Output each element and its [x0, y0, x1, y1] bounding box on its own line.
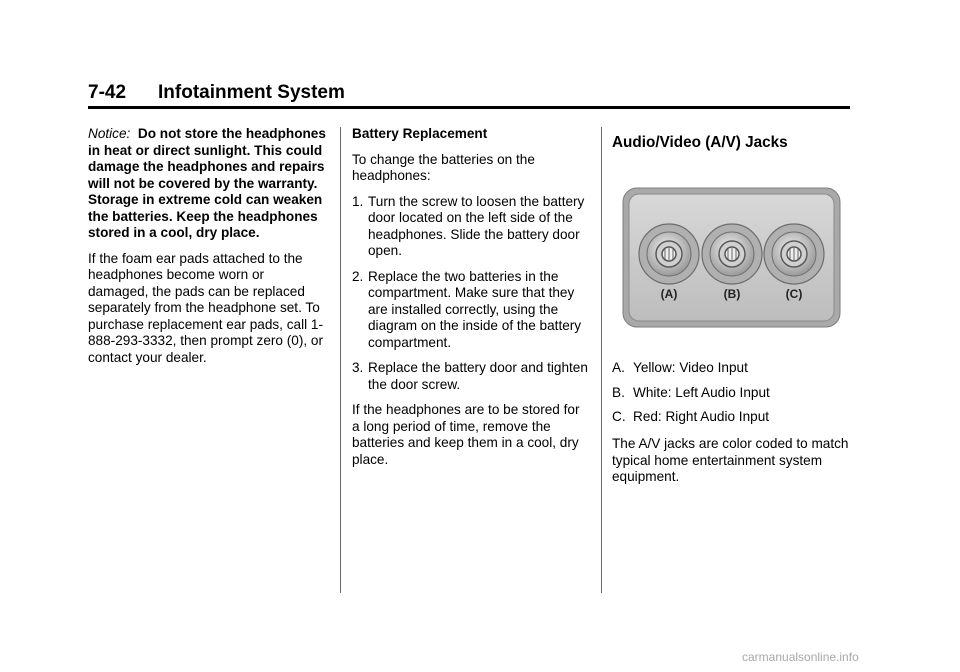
storage-paragraph: If the headphones are to be stored for a long period of time, remove the batteries and keep them in a cool, dry place.: [352, 402, 580, 467]
jack-label-a: (A): [660, 287, 678, 301]
legend-letter: A.: [612, 360, 625, 375]
jack-label-b: (B): [723, 287, 741, 301]
notice-label: Notice:: [88, 126, 131, 141]
watermark: carmanualsonline.info: [742, 650, 859, 664]
color-coded-paragraph: The A/V jacks are color coded to match typical home entertainment system equipment.: [612, 436, 849, 484]
page-header: [88, 80, 850, 109]
list-item: [352, 360, 588, 393]
jack-b: [702, 224, 762, 284]
column-battery: [352, 126, 588, 477]
legend-text: Yellow: Video Input: [633, 360, 748, 375]
legend-text: White: Left Audio Input: [633, 384, 770, 400]
jack-c: [764, 224, 824, 284]
column-notice: [88, 126, 328, 375]
battery-steps: [352, 194, 588, 394]
battery-heading: Battery Replacement: [352, 126, 488, 141]
page-number: 7-42: [88, 82, 127, 103]
section-title: Infotainment System: [158, 82, 345, 103]
column-av-jacks: [612, 126, 852, 484]
step-text: Replace the battery door and tighten the door screw.: [368, 360, 588, 392]
legend-letter: B.: [612, 384, 625, 400]
legend-letter: C.: [612, 409, 626, 424]
list-item: [352, 194, 588, 260]
list-item: [352, 269, 588, 352]
ear-pads-paragraph: If the foam ear pads attached to the headphones become worn or damaged, the pads can be replaced separately from the headphone set. To purchase replacement ear pads, call 1-888-293-3332, then prompt zero (0), or contact your dealer.: [88, 250, 324, 365]
legend-text: Red: Right Audio Input: [633, 409, 770, 424]
step-number: 2.: [352, 268, 364, 284]
step-text: Replace the two batteries in the compartment. Make sure that they are installed correctly, using the diagram on the inside of the battery compartment.: [368, 268, 582, 350]
battery-intro: To change the batteries on the headphones:: [352, 151, 535, 183]
notice-text: Do not store the headphones in heat or direct sunlight. This could damage the headphones and repairs will not be covered by the warranty. Storage in extreme cold can weaken the batteries. Keep the headphones stored in a cool, dry place.: [88, 126, 326, 240]
column-divider-2: [601, 127, 602, 593]
step-number: 3.: [352, 360, 364, 375]
av-jacks-illustration: [622, 187, 841, 328]
list-item: [612, 409, 852, 426]
jack-a: [639, 224, 699, 284]
jack-legend: [612, 360, 852, 434]
av-jacks-heading: Audio/Video (A/V) Jacks: [612, 134, 788, 151]
step-number: 1.: [352, 193, 364, 209]
column-divider-1: [340, 127, 341, 593]
jack-label-c: (C): [785, 287, 803, 301]
step-text: Turn the screw to loosen the battery door located on the left side of the headphones. Slide the battery door open.: [368, 193, 585, 258]
list-item: [612, 385, 852, 402]
notice-block: [88, 126, 328, 242]
list-item: [612, 360, 852, 377]
